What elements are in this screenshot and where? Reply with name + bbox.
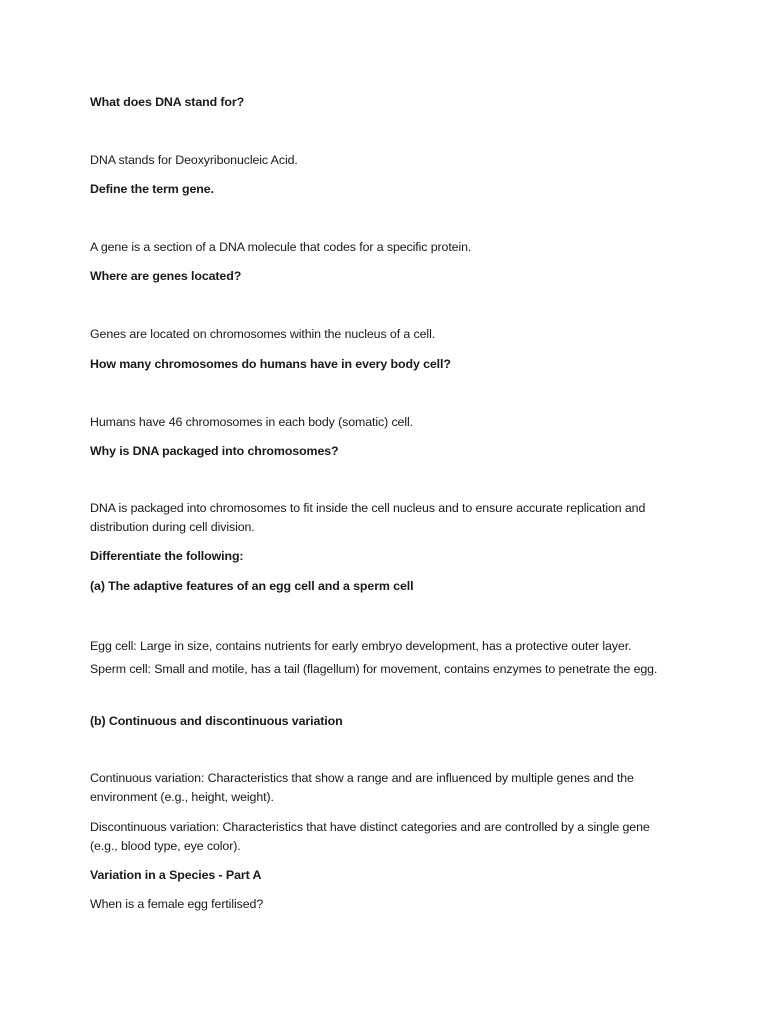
answer-dna-packaging: DNA is packaged into chromosomes to fit inside the cell nucleus and to ensure accurate replication and distribution during cell division.: [90, 501, 646, 534]
subquestion-variation: (b) Continuous and discontinuous variation: [90, 714, 343, 728]
answer-chromosome-count: Humans have 46 chromosomes in each body (somatic) cell.: [90, 415, 413, 429]
question-chromosome-count: How many chromosomes do humans have in every body cell?: [90, 357, 451, 371]
question-dna-packaging: Why is DNA packaged into chromosomes?: [90, 444, 339, 458]
answer-egg-cell: Egg cell: Large in size, contains nutrients for early embryo development, has a protective outer layer.: [90, 639, 632, 653]
answer-gene-location: Genes are located on chromosomes within the nucleus of a cell.: [90, 327, 436, 341]
question-egg-fertilised: When is a female egg fertilised?: [90, 897, 264, 911]
subquestion-egg-sperm: (a) The adaptive features of an egg cell and a sperm cell: [90, 579, 414, 593]
section-heading: Variation in a Species - Part A: [90, 868, 262, 882]
question-define-gene: Define the term gene.: [90, 182, 214, 196]
answer-discontinuous-variation: Discontinuous variation: Characteristics that have distinct categories and are controlled by a single gene (e.g., blood type, eye color).: [90, 820, 650, 853]
question-differentiate: Differentiate the following:: [90, 549, 244, 563]
answer-sperm-cell: Sperm cell: Small and motile, has a tail (flagellum) for movement, contains enzymes to penetrate the egg.: [90, 662, 658, 676]
answer-define-gene: A gene is a section of a DNA molecule that codes for a specific protein.: [90, 240, 472, 254]
question-dna-meaning: What does DNA stand for?: [90, 95, 245, 109]
question-gene-location: Where are genes located?: [90, 269, 242, 283]
answer-dna-meaning: DNA stands for Deoxyribonucleic Acid.: [90, 153, 298, 167]
answer-continuous-variation: Continuous variation: Characteristics that show a range and are influenced by multiple genes and the environment (e.g., height, weight).: [90, 771, 634, 804]
